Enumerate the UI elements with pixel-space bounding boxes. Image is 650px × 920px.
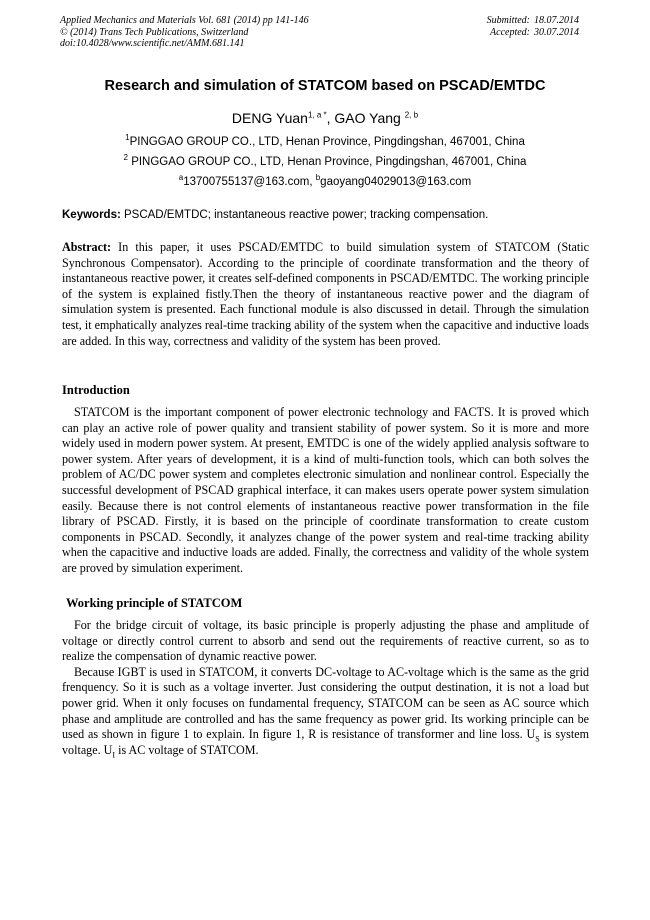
email-a-sup: a — [178, 173, 184, 183]
abstract-label: Abstract: — [62, 240, 112, 254]
us-subscript: S — [535, 734, 540, 744]
email-b-sup: b — [315, 173, 321, 183]
affiliation-2-sup: 2 — [123, 153, 128, 163]
abstract-text: In this paper, it uses PSCAD/EMTDC to build simulation system of STATCOM (Static Synchronous Compensator). According to the principle of coordinate transformation and the theory of instantaneous reactive power, it creates self-defined components in PSCAD/EMTDC. The working principle of the system is explained fistly.Then the theory of instantaneous reactive power and the diagram of simulation system is presented. Each functional module is also discussed in detail. Through the simulation test, it emphatically analyzes real-time tracking ability of the system when the capacitive and inductive loads are added. In this way, correctness and validity of the system has been proved. — [62, 240, 589, 348]
journal-header — [60, 15, 309, 50]
author-1-sup: 1, a * — [307, 110, 327, 120]
copyright-line: © (2014) Trans Tech Publications, Switzerland — [60, 26, 249, 38]
email-a[interactable]: 13700755137@163.com, — [183, 176, 316, 188]
introduction-heading: Introduction — [62, 383, 130, 397]
affiliation-2 — [0, 153, 650, 168]
accepted-date: 30.07.2014 — [534, 26, 579, 38]
working-principle-block — [62, 618, 589, 758]
dates-header — [487, 15, 590, 38]
email-b[interactable]: gaoyang04029013@163.com — [320, 176, 472, 188]
ui-subscript: I — [112, 750, 116, 760]
affiliation-1 — [0, 133, 650, 148]
keywords-label: Keywords: — [62, 209, 121, 221]
author-2-sup: 2, b — [404, 110, 419, 120]
affiliation-2-text: PINGGAO GROUP CO., LTD, Henan Province, Pingdingshan, 467001, China — [128, 156, 527, 168]
introduction-block — [62, 405, 589, 577]
keywords-line — [62, 209, 592, 221]
affiliation-1-text: PINGGAO GROUP CO., LTD, Henan Province, Pingdingshan, 467001, China — [129, 136, 525, 148]
submitted-row — [487, 15, 590, 27]
working-principle-heading: Working principle of STATCOM — [66, 596, 243, 610]
keywords-text: PSCAD/EMTDC; instantaneous reactive power; tracking compensation. — [120, 209, 489, 221]
wp-para2-end: is AC voltage of STATCOM. — [115, 742, 259, 757]
paper-title: Research and simulation of STATCOM based on PSCAD/EMTDC — [104, 78, 546, 94]
working-principle-paragraph-2 — [62, 665, 589, 759]
accepted-row — [487, 27, 590, 39]
doi-link[interactable]: doi:10.4028/www.scientific.net/AMM.681.141 — [60, 38, 245, 49]
email-line — [0, 173, 650, 188]
journal-citation: Applied Mechanics and Materials Vol. 681 (2014) pp 141-146 — [60, 15, 309, 26]
wp-para2-text: Because IGBT is used in STATCOM, it converts DC-voltage to AC-voltage which is the same as the grid frenquency. So it is such as a voltage inverter. Just considering the output destination, it is not a load but power grid. When it only focuses on fundamental frequency, STATCOM can be seen as AC source which phase and amplitude are controlled and has the same frequency as power grid. Its working principle can be used as shown in figure 1 to explain. In figure 1, R is resistance of transformer and line loss. U — [62, 664, 589, 742]
wp-para2-mid: is system voltage. U — [62, 727, 589, 757]
working-principle-paragraph-1: For the bridge circuit of voltage, its basic principle is properly adjusting the phase and amplitude of voltage or directly control current to absorb and send out the requirements of reactive current, so as to realize the compensation of dynamic reactive power. — [62, 618, 589, 664]
author-2: GAO Yang — [334, 110, 405, 126]
abstract-paragraph — [62, 240, 589, 349]
accepted-label: Accepted: — [490, 26, 530, 38]
introduction-paragraph: STATCOM is the important component of power electronic technology and FACTS. It is proved which can play an active role of power quality and transient stability of power system. So it is more and more widely used in modern power system. At present, EMTDC is one of the widely applied analysis software to power system. After years of development, it is a kind of multi-function tools, which can both solves the problem of AC/DC power system and completes electronic simulation and nonlinear control. Especially the successful development of PSCAD graphical interface, it can makes users operate power system simulation easily. Because there is not control elements of instantaneous reactive power transformation in the file library of PSCAD. Firstly, it is based on the principle of coordinate transformation to create custom components in PSCAD. Secondly, it analyzes change of the power system and real-time tracking ability when the capacitive and inductive loads are added. Finally, the correctness and validity of the whole system are proved by simulation experiment. — [62, 405, 589, 575]
author-separator: , — [326, 110, 335, 126]
author-line — [0, 110, 650, 126]
abstract-block — [62, 240, 589, 349]
affiliation-1-sup: 1 — [125, 133, 130, 143]
submitted-date: 18.07.2014 — [534, 15, 579, 26]
submitted-label: Submitted: — [486, 15, 530, 26]
author-1: DENG Yuan — [231, 110, 308, 126]
